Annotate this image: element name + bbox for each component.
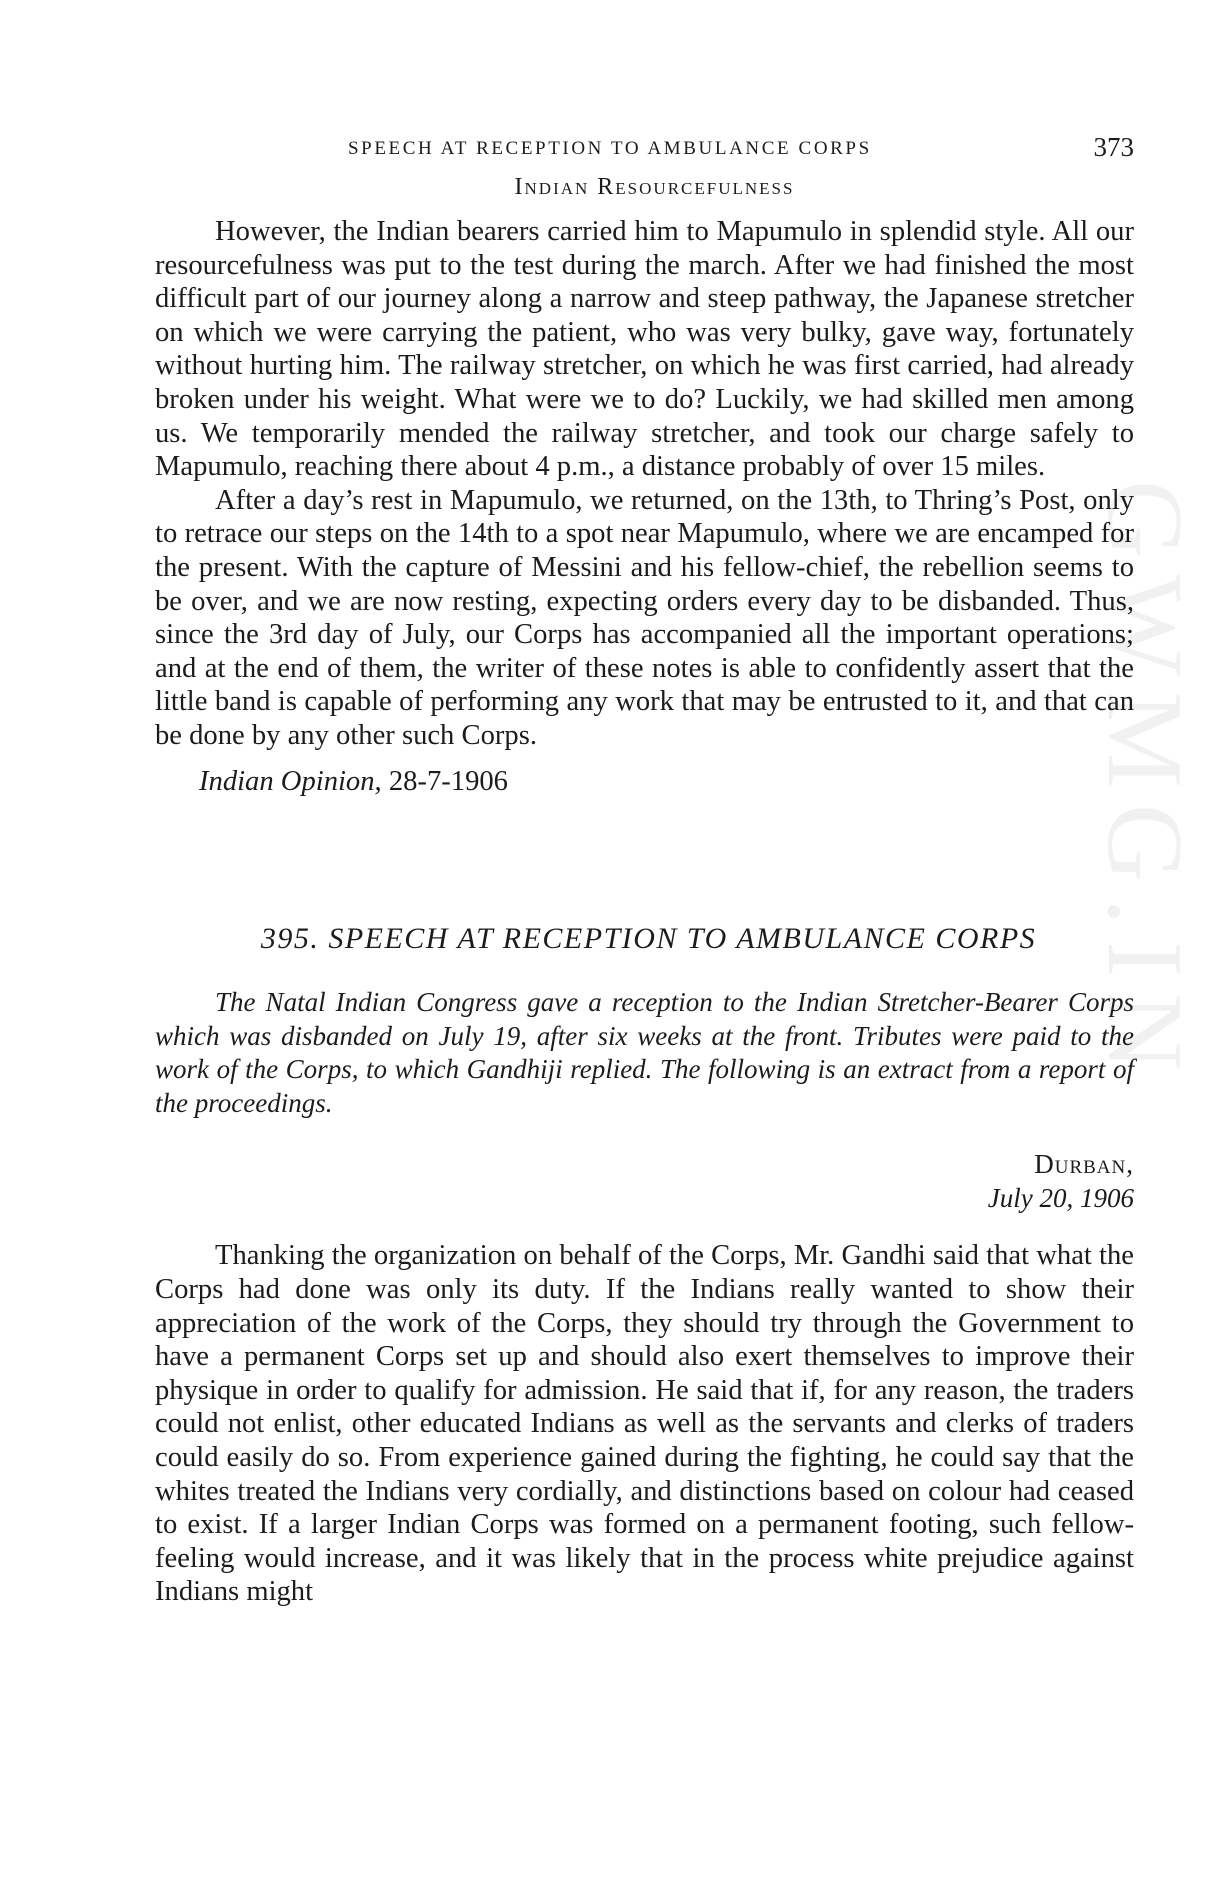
page-number: 373	[1093, 132, 1134, 162]
running-title: SPEECH AT RECEPTION TO AMBULANCE CORPS	[348, 138, 872, 159]
paragraph-1: However, the Indian bearers carried him to Mapumulo in splendid style. All our resourcefulness was put to the test during the march. After we had finished the most difficult part of our journey along a narrow and steep pathway, the Japanese stretcher on which we were carrying the patient, who was very bulky, gave way, fortunately without hurting him. The railway stretcher, on which he was first carried, had already broken under his weight. What were we to do? Luckily, we had skilled men among us. We temporarily mended the railway stretcher, and took our charge safely to Mapumulo, reaching there about 4 p.m., a distance probably of over 15 miles.	[155, 216, 1134, 483]
speech-paragraph: Thanking the organization on behalf of the Corps, Mr. Gandhi said that what the Corps had done was only its duty. If the Indians really wanted to show their appreciation of the work of the Corps, they should try through the Government to have a permanent Corps set up and should also exert themselves to improve their physique in order to qualify for admission. He said that if, for any reason, the traders could not enlist, other educated Indians as well as the servants and clerks of traders could easily do so. From experience gained during the fighting, he could say that the whites treated the Indians very cordially, and distinctions based on colour had ceased to exist. If a larger Indian Corps was formed on a permanent footing, such fellow-feeling would increase, and it was likely that in the process white prejudice against Indians might	[155, 1240, 1134, 1608]
paragraph-2: After a day’s rest in Mapumulo, we returned, on the 13th, to Thring’s Post, only to retrace our steps on the 14th to a spot near Mapumulo, where we are encamped for the present. With the capture of Messini and his fellow-chief, the rebellion seems to be over, and we are now resting, expecting orders every day to be disbanded. Thus, since the 3rd day of July, our Corps has accompanied all the important operations; and at the end of them, the writer of these notes is able to confidently assert that the little band is capable of performing any work that may be entrusted to it, and that can be done by any other such Corps.	[155, 484, 1134, 751]
dateline-place: Durban,	[1034, 1149, 1134, 1180]
section-heading: 395. SPEECH AT RECEPTION TO AMBULANCE CORPS	[260, 922, 1037, 956]
source-date: 28-7-1906	[381, 765, 508, 797]
subheading: Indian Resourcefulness	[514, 174, 795, 200]
dateline	[155, 1147, 1134, 1215]
running-header	[155, 128, 1134, 168]
section-intro: The Natal Indian Congress gave a reception to the Indian Stretcher-Bearer Corps which was disbanded on July 19, after six weeks at the front. Tributes were paid to the work of the Corps, to which Gandhiji replied. The following is an extract from a report of the proceedings.	[155, 987, 1134, 1118]
source-title: Indian Opinion,	[199, 765, 382, 797]
watermark: GWMG.IN	[1085, 480, 1204, 1087]
source-citation	[155, 765, 1134, 799]
document-page	[155, 128, 1134, 1609]
dateline-date: July 20, 1906	[987, 1183, 1134, 1214]
